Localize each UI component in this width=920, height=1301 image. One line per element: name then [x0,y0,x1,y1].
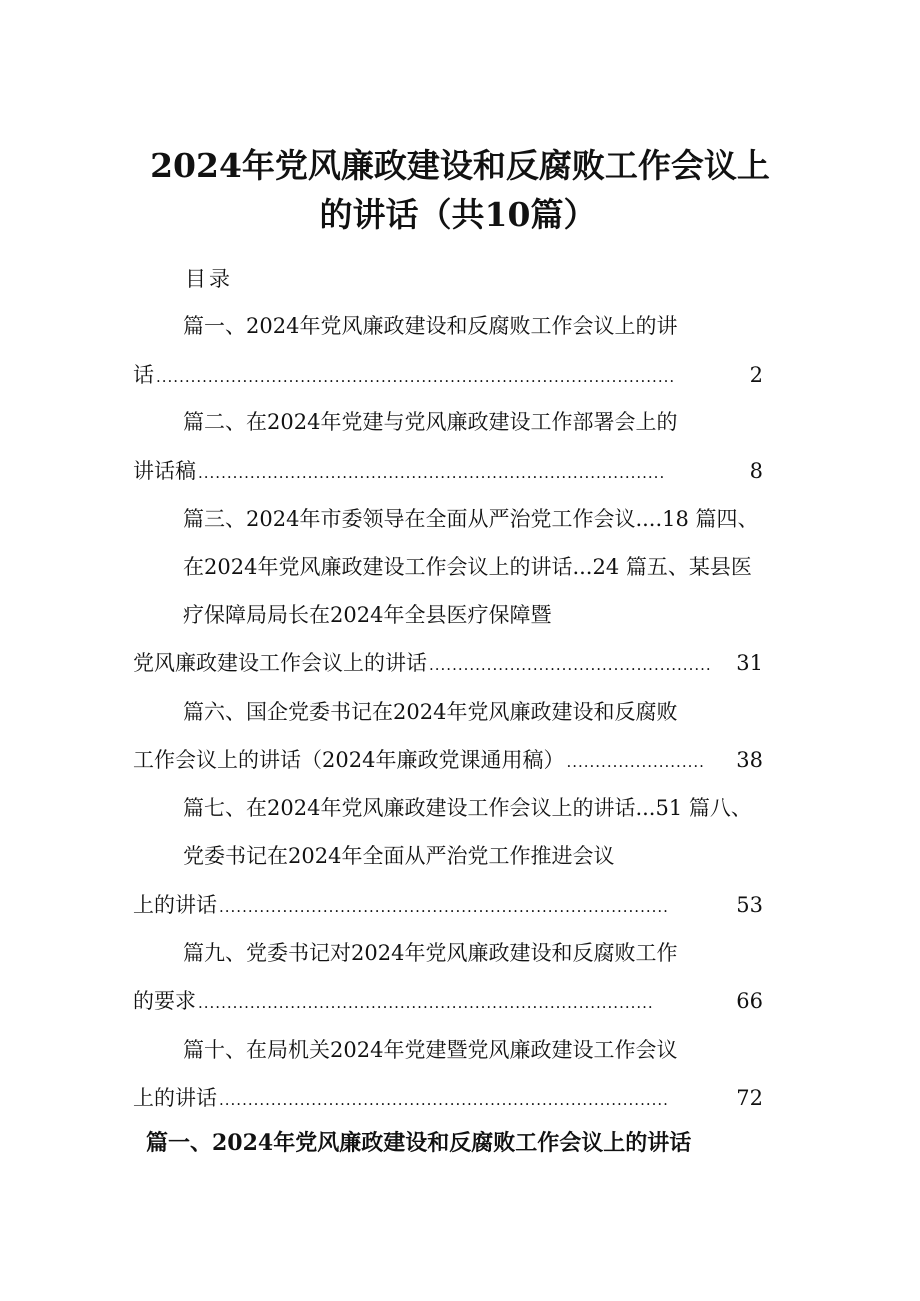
toc-line[interactable]: 篇七、在2024年党风廉政建设工作会议上的讲话...51 篇八、 [183,796,752,820]
toc-entry[interactable] [133,649,763,677]
toc-leader-dots: .............................................................................. [219,1091,669,1109]
toc-line: 篇六、国企党委书记在2024年党风廉政建设和反腐败 [183,700,678,724]
document-title-line-2: 的讲话（共10篇） [319,195,597,234]
toc-line[interactable]: 篇三、2024年市委领导在全面从严治党工作会议....18 篇四、 [183,507,759,531]
toc-line: 篇十、在局机关2024年党建暨党风廉政建设工作会议 [183,1038,678,1062]
section-heading: 篇一、2024年党风廉政建设和反腐败工作会议上的讲话 [146,1130,692,1156]
toc-line: 党委书记在2024年全面从严治党工作推进会议 [183,844,615,868]
toc-leader-dots: ................................................................................. [198,464,666,482]
toc-entry-text: 的要求 [133,989,196,1013]
toc-entry-text: 党风廉政建设工作会议上的讲话 [133,651,427,675]
toc-entry[interactable] [133,891,763,919]
toc-label: 目录 [185,267,233,291]
toc-page-number: 38 [736,748,763,772]
toc-line: 篇九、党委书记对2024年党风廉政建设和反腐败工作 [183,941,678,965]
toc-entry-text: 上的讲话 [133,1086,217,1110]
toc-line[interactable]: 在2024年党风廉政建设工作会议上的讲话...24 篇五、某县医 [183,555,752,579]
toc-leader-dots: .............................................................................. [219,898,669,916]
toc-entry-text: 工作会议上的讲话（2024年廉政党课通用稿） [133,748,565,772]
toc-page-number: 2 [749,363,763,387]
toc-entry[interactable] [133,457,763,485]
toc-page-number: 72 [736,1086,763,1110]
toc-entry-text: 上的讲话 [133,893,217,917]
toc-entry[interactable] [133,987,763,1015]
toc-leader-dots: ............................................................................... [198,994,654,1012]
document-title-line-1: 2024年党风廉政建设和反腐败工作会议上 [150,146,770,185]
toc-entry[interactable] [133,1084,763,1112]
toc-page-number: 53 [736,893,763,917]
toc-entry-text: 话 [133,363,154,387]
toc-page-number: 31 [736,651,763,675]
toc-leader-dots: ........................ [566,753,705,771]
toc-line: 篇一、2024年党风廉政建设和反腐败工作会议上的讲 [183,314,678,338]
toc-entry-text: 讲话稿 [133,459,196,483]
toc-page-number: 66 [736,989,763,1013]
toc-entry[interactable] [133,361,763,389]
toc-page-number: 8 [749,459,763,483]
toc-leader-dots: .......................................................................................... [156,368,676,386]
toc-line: 疗保障局局长在2024年全县医疗保障暨 [183,603,552,627]
toc-line: 篇二、在2024年党建与党风廉政建设工作部署会上的 [183,410,678,434]
toc-leader-dots: ................................................. [429,656,712,674]
toc-entry[interactable] [133,746,763,774]
